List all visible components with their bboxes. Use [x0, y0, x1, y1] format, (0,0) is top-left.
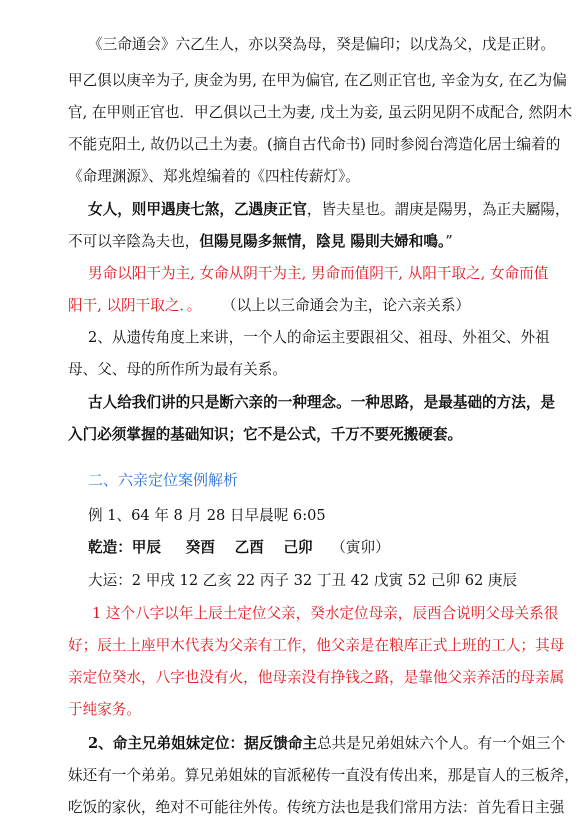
sibling-line-3: 吃饭的家伙，绝对不可能往外传。传统方法也是我们常用方法：首先看日主强: [68, 799, 565, 816]
analysis-line: 于纯家务。: [68, 701, 141, 718]
qianzao-pillars: 甲辰 癸酉 乙酉 己卯: [131, 539, 313, 556]
women-normal: ，皆夫星也。謂庚是陽男，為正夫屬陽，: [306, 201, 570, 218]
sibling-line-1: [88, 734, 568, 754]
analysis-line: 亲定位癸水，八字也没有火，他母亲没有挣钱之路，是靠他父亲养活的母亲属: [68, 669, 565, 686]
sibling-bold: 2、命主兄弟姐妹定位：据反馈命主: [88, 735, 318, 752]
text-line: 《三命通会》六乙生人，亦以癸為母，癸是偏印；以戊為父，戊是正財。: [88, 36, 556, 53]
qianzao-label: 乾造：: [88, 539, 132, 556]
text-line: 甲乙俱以庚辛为子, 庚金为男, 在甲为偏官, 在乙则正官也, 辛金为女, 在乙为偏: [68, 72, 567, 89]
rule-note: （以上以三命通会为主，论六亲关系）: [221, 297, 471, 314]
example-title: 例 1、64 年 8 月 28 日早晨呢 6:05: [88, 507, 326, 524]
women-end-quote: ”: [445, 233, 453, 250]
women-line-1: [88, 200, 568, 220]
red-rule-line-1: 男命以阳干为主, 女命从阴干为主, 男命而值阴干, 从阳干取之, 女命而值: [88, 265, 549, 282]
dayun-line: 大运：2 甲戌 12 乙亥 22 丙子 32 丁丑 42 戊寅 52 己卯 62 庚辰: [88, 572, 518, 589]
qianzao-line: [88, 538, 568, 558]
point-2-line-1: 2、从遗传角度上来讲，一个人的命运主要跟祖父、祖母、外祖父、外祖: [88, 329, 550, 346]
text-line: 《命理渊源》、郑兆煌编着的《四柱传薪灯》。: [68, 168, 360, 185]
red-rule-line-2: [68, 296, 548, 316]
key-idea-line-1: 古人给我们讲的只是断六亲的一种理念。一种思路，是最基础的方法，是: [88, 394, 556, 411]
point-2-line-2: 母、父、母的所作所为最有关系。: [68, 361, 287, 378]
red-rule-text: 阳干, 以阴干取之．。: [68, 297, 202, 314]
women-bold-2: 但陽見陽多無情，陰見 陽則夫婦和鳴。: [199, 233, 446, 250]
analysis-line: 好；辰土上座甲木代表为父亲有工作，他父亲是在粮库正式上班的工人；其母: [68, 637, 565, 654]
text-line: 不能克阳土, 故仍以己土为妻。(摘自古代命书) 同时参阅台湾造化居士编着的: [68, 136, 561, 153]
analysis-line: 1 这个八字以年上辰土定位父亲，癸水定位母亲，辰酉合说明父母关系很: [92, 605, 559, 622]
women-line-2: [68, 232, 548, 252]
section-heading: 二、六亲定位案例解析: [88, 471, 239, 489]
sibling-rest: 总共是兄弟姐妹六个人。有一个姐三个: [317, 735, 566, 752]
women-bold-a: 女人，则甲遇庚七煞，乙遇庚正官: [88, 201, 307, 218]
sibling-line-2: 妹还有一个弟弟。算兄弟姐妹的盲派秘传一直没有传出来，那是盲人的三板斧，: [68, 767, 579, 784]
qianzao-note: （寅卯）: [331, 539, 390, 556]
women-normal-2: 不可以辛陰為夫也，: [68, 233, 200, 250]
text-line: 官, 在甲则正官也．甲乙俱以己土为妻, 戊土为妾, 虽云阴见阴不成配合, 然阴木: [68, 104, 573, 121]
key-idea-line-2: 入门必须掌握的基础知识；它不是公式，千万不要死搬硬套。: [68, 426, 463, 443]
